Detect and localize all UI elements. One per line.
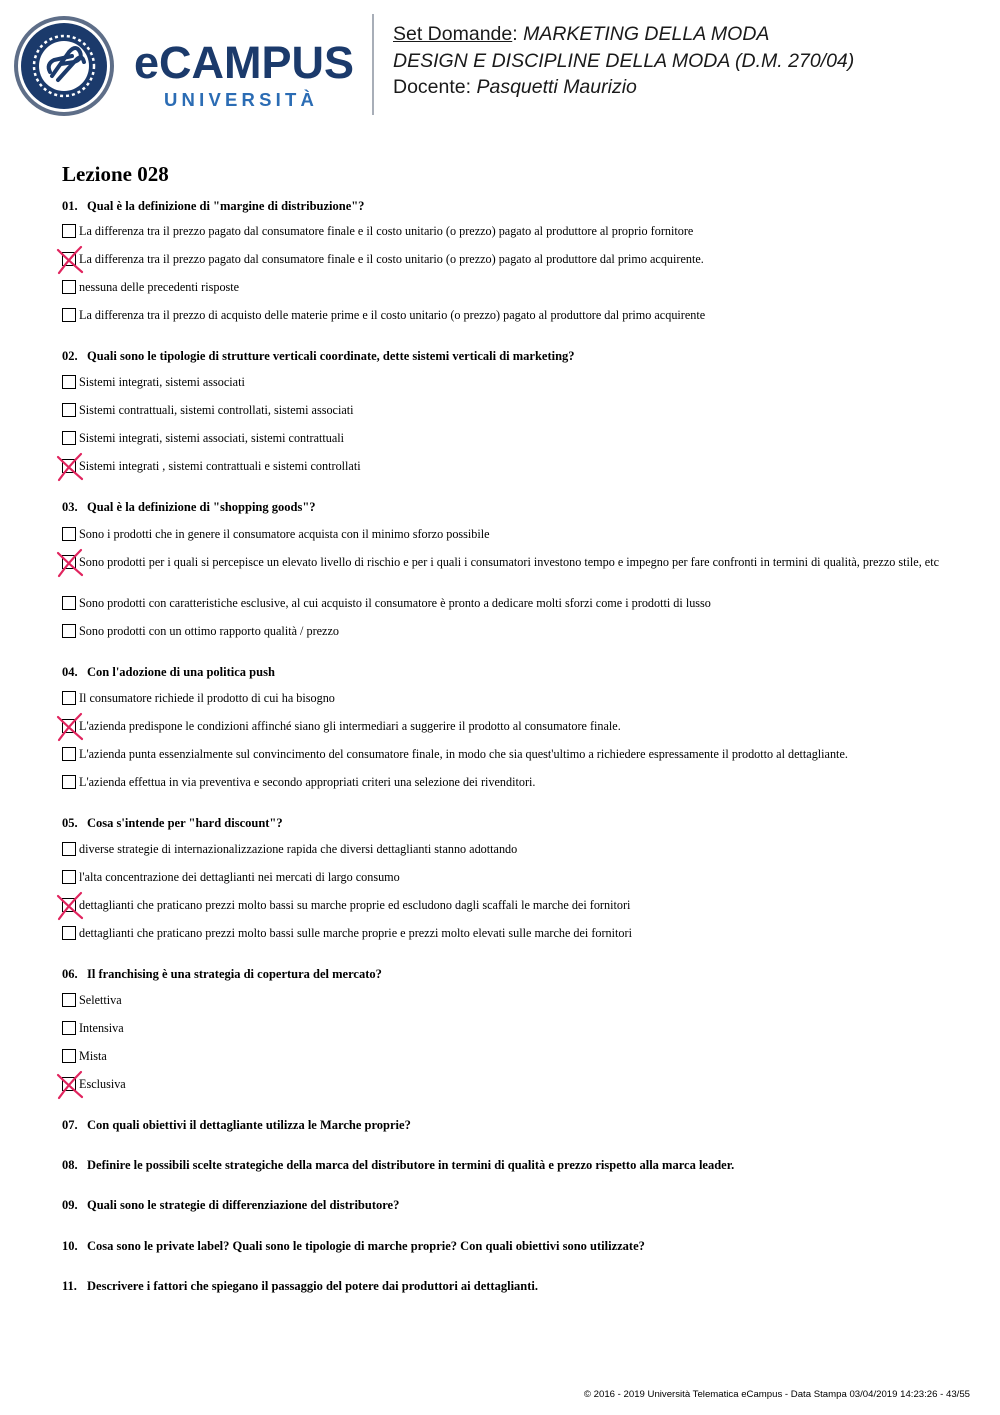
- answer-option[interactable]: [62, 624, 940, 639]
- checkbox-checked[interactable]: [62, 1077, 76, 1091]
- header-info: [393, 21, 854, 101]
- checkbox[interactable]: [62, 775, 76, 789]
- question-3: [62, 500, 316, 515]
- question-number: 03.: [62, 500, 78, 514]
- question-number: 07.: [62, 1118, 78, 1132]
- answer-option-text: l'alta concentrazione dei dettaglianti nei mercati di largo consumo: [79, 870, 400, 884]
- checkbox[interactable]: [62, 431, 76, 445]
- question-number: 04.: [62, 665, 78, 679]
- question-9: [62, 1198, 399, 1213]
- checkbox-checked[interactable]: [62, 898, 76, 912]
- question-6: [62, 967, 382, 982]
- check-cross-icon: [55, 1070, 85, 1100]
- check-cross-icon: [55, 452, 85, 482]
- answer-option-text: Sistemi contrattuali, sistemi controllati, sistemi associati: [79, 403, 354, 417]
- course-name: MARKETING DELLA MODA: [523, 23, 770, 45]
- answer-option-text: Sono prodotti con caratteristiche esclusive, al cui acquisto il consumatore è pronto a dedicare molti sforzi come i prodotti di lusso: [79, 596, 711, 610]
- checkbox-checked[interactable]: [62, 252, 76, 266]
- check-cross-icon: [55, 245, 85, 275]
- checkbox[interactable]: [62, 1049, 76, 1063]
- question-text: Il franchising è una strategia di copertura del mercato?: [87, 967, 382, 981]
- question-text: Quali sono le strategie di differenziazione del distributore?: [87, 1198, 400, 1212]
- answer-option[interactable]: [62, 775, 940, 790]
- answer-option[interactable]: [62, 691, 940, 706]
- answer-option-text: dettaglianti che praticano prezzi molto bassi su marche proprie ed escludono dagli scaffali le marche dei fornitori: [79, 898, 631, 912]
- question-number: 05.: [62, 816, 78, 830]
- answer-option-text: dettaglianti che praticano prezzi molto bassi sulle marche proprie e prezzi molto elevati sulle marche dei fornitori: [79, 926, 632, 940]
- question-text: Definire le possibili scelte strategiche della marca del distributore in termini di qualità e prezzo rispetto alla marca leader.: [87, 1158, 735, 1172]
- question-7: [62, 1118, 411, 1133]
- set-separator: :: [512, 23, 524, 45]
- teacher-line: [393, 74, 854, 101]
- question-8: [62, 1158, 734, 1173]
- question-2: [62, 349, 575, 364]
- checkbox[interactable]: [62, 280, 76, 294]
- question-4: [62, 665, 275, 680]
- checkbox[interactable]: [62, 375, 76, 389]
- set-label: Set Domande: [393, 23, 513, 45]
- answer-option-text: La differenza tra il prezzo pagato dal consumatore finale e il costo unitario (o prezzo) pagato al produttore dal primo acquirente.: [79, 252, 704, 266]
- teacher-label: Docente:: [393, 76, 477, 98]
- answer-option-text: Sono i prodotti che in genere il consumatore acquista con il minimo sforzo possibile: [79, 527, 490, 541]
- answer-option[interactable]: [62, 527, 940, 542]
- answer-option[interactable]: [62, 842, 940, 857]
- answer-option-text: L'azienda effettua in via preventiva e secondo appropriati criteri una selezione dei rivenditori.: [79, 775, 536, 789]
- answer-option[interactable]: [62, 926, 940, 941]
- answer-option[interactable]: [62, 747, 940, 762]
- question-text: Quali sono le tipologie di strutture verticali coordinate, dette sistemi verticali di marketing?: [87, 349, 575, 363]
- program-line: [393, 48, 854, 75]
- question-5: [62, 816, 283, 831]
- checkbox[interactable]: [62, 624, 76, 638]
- answer-option-text: nessuna delle precedenti risposte: [79, 280, 240, 294]
- lesson-title: Lezione 028: [62, 162, 169, 186]
- answer-option-text: Sistemi integrati, sistemi associati, sistemi contrattuali: [79, 431, 345, 445]
- answer-option-text: Mista: [79, 1049, 107, 1063]
- question-number: 06.: [62, 967, 78, 981]
- check-cross-icon: [55, 712, 85, 742]
- answer-option[interactable]: [62, 870, 940, 885]
- question-1: [62, 199, 364, 214]
- answer-option-text: Esclusiva: [79, 1077, 126, 1091]
- checkbox[interactable]: [62, 842, 76, 856]
- answer-option[interactable]: [62, 596, 940, 611]
- header-divider: [372, 14, 374, 115]
- logo-brand-text: eCAMPUS: [134, 37, 355, 88]
- set-title-line: [393, 21, 854, 48]
- question-text: Qual è la definizione di "margine di distribuzione"?: [87, 199, 365, 213]
- answer-option-text: La differenza tra il prezzo pagato dal consumatore finale e il costo unitario (o prezzo) pagato al produttore al proprio fornitore: [79, 224, 694, 238]
- answer-option[interactable]: [62, 898, 940, 913]
- question-number: 01.: [62, 199, 78, 213]
- answer-option-text: Sono prodotti per i quali si percepisce un elevato livello di rischio e per i quali i consumatori investono tempo e impegno per fare confronti in termini di qualità, prezzo stile, etc: [79, 555, 939, 569]
- checkbox[interactable]: [62, 403, 76, 417]
- checkbox[interactable]: [62, 527, 76, 541]
- question-text: Con l'adozione di una politica push: [87, 665, 275, 679]
- answer-option-text: Il consumatore richiede il prodotto di cui ha bisogno: [79, 691, 335, 705]
- checkbox-checked[interactable]: [62, 459, 76, 473]
- answer-option[interactable]: [62, 1021, 940, 1036]
- answer-option[interactable]: [62, 308, 940, 323]
- answer-option-text: L'azienda predispone le condizioni affinché siano gli intermediari a suggerire il prodotto al consumatore finale.: [79, 719, 621, 733]
- checkbox[interactable]: [62, 224, 76, 238]
- checkbox-checked[interactable]: [62, 719, 76, 733]
- question-number: 10.: [62, 1239, 78, 1253]
- answer-option[interactable]: [62, 375, 940, 390]
- answer-option-text: Sistemi integrati , sistemi contrattuali e sistemi controllati: [79, 459, 361, 473]
- answer-option-text: Sono prodotti con un ottimo rapporto qualità / prezzo: [79, 624, 339, 638]
- question-text: Cosa sono le private label? Quali sono le tipologie di marche proprie? Con quali obiettivi sono utilizzate?: [87, 1239, 645, 1253]
- answer-option-text: diverse strategie di internazionalizzazione rapida che diversi dettaglianti stanno adottando: [79, 842, 518, 856]
- checkbox[interactable]: [62, 308, 76, 322]
- checkbox[interactable]: [62, 870, 76, 884]
- question-number: 02.: [62, 349, 78, 363]
- checkbox[interactable]: [62, 596, 76, 610]
- checkbox[interactable]: [62, 747, 76, 761]
- check-cross-icon: [55, 891, 85, 921]
- question-text: Descrivere i fattori che spiegano il passaggio del potere dai produttori ai dettaglianti.: [87, 1279, 539, 1293]
- answer-option[interactable]: [62, 993, 940, 1008]
- answer-option-text: Sistemi integrati, sistemi associati: [79, 375, 245, 389]
- checkbox[interactable]: [62, 926, 76, 940]
- check-cross-icon: [55, 548, 85, 578]
- answer-option[interactable]: [62, 555, 940, 570]
- question-text: Con quali obiettivi il dettagliante utilizza le Marche proprie?: [87, 1118, 411, 1132]
- checkbox-checked[interactable]: [62, 555, 76, 569]
- answer-option[interactable]: [62, 403, 940, 418]
- footer-copyright: © 2016 - 2019 Università Telematica eCampus - Data Stampa 03/04/2019 14:23:26 - 43/55: [583, 1389, 970, 1400]
- answer-option[interactable]: [62, 1077, 940, 1092]
- question-number: 08.: [62, 1158, 78, 1172]
- question-number: 11.: [62, 1279, 77, 1293]
- teacher-name: Pasquetti Maurizio: [476, 76, 637, 98]
- answer-option[interactable]: [62, 431, 940, 446]
- question-11: [62, 1279, 538, 1294]
- question-number: 09.: [62, 1198, 78, 1212]
- answer-option[interactable]: [62, 459, 940, 474]
- answer-option-text: La differenza tra il prezzo di acquisto delle materie prime e il costo unitario (o prezzo) pagato al produttore dal primo acquirente: [79, 308, 706, 322]
- answer-option-text: Selettiva: [79, 993, 122, 1007]
- program-name: DESIGN E DISCIPLINE DELLA MODA (D.M. 270/04): [393, 49, 855, 72]
- checkbox[interactable]: [62, 691, 76, 705]
- checkbox[interactable]: [62, 1021, 76, 1035]
- question-text: Qual è la definizione di "shopping goods"?: [87, 500, 316, 514]
- question-10: [62, 1239, 645, 1254]
- answer-option[interactable]: [62, 719, 940, 734]
- answer-option[interactable]: [62, 224, 940, 239]
- answer-option-text: L'azienda punta essenzialmente sul convincimento del consumatore finale, in modo che sia quest'ultimo a richiedere espressamente il prodotto al dettagliante.: [79, 747, 848, 761]
- answer-option-text: Intensiva: [79, 1021, 124, 1035]
- answer-option[interactable]: [62, 252, 940, 267]
- answer-option[interactable]: [62, 280, 940, 295]
- ecampus-logo: [14, 14, 360, 118]
- checkbox[interactable]: [62, 993, 76, 1007]
- question-text: Cosa s'intende per "hard discount"?: [87, 816, 283, 830]
- logo-sub-text: UNIVERSITÀ: [164, 89, 319, 110]
- answer-option[interactable]: [62, 1049, 940, 1064]
